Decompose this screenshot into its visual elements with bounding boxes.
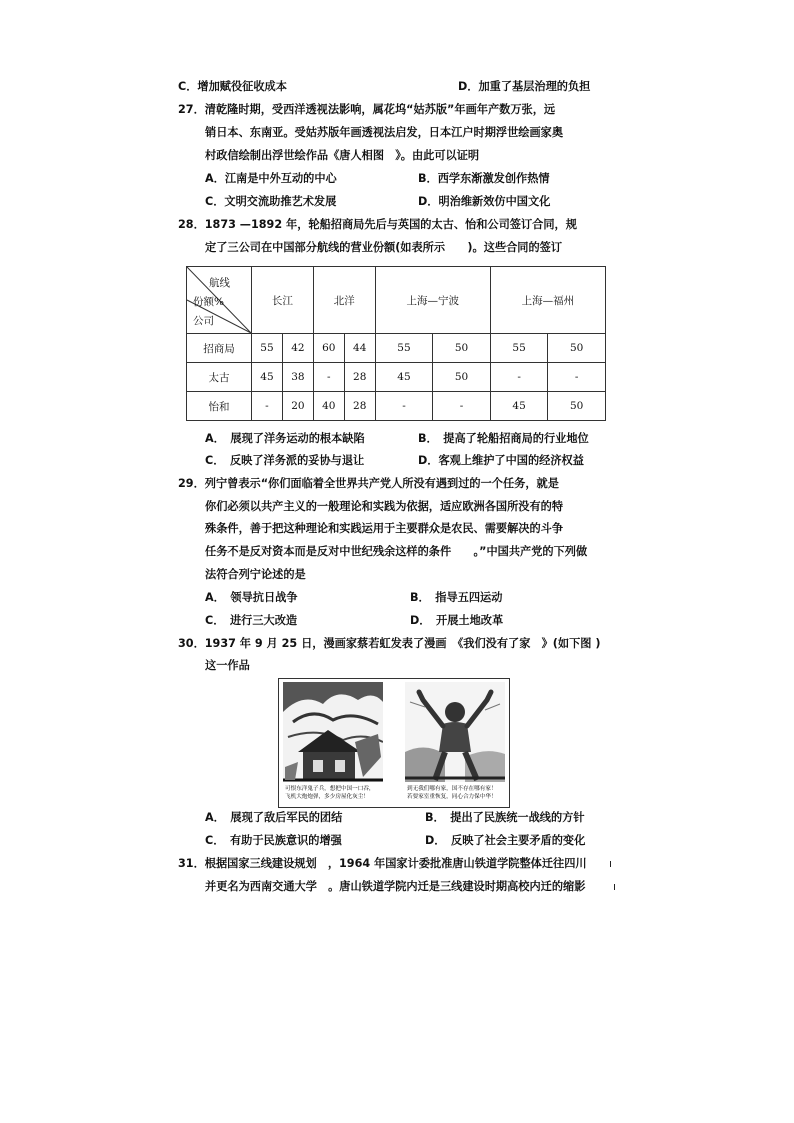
value-cell: 55 bbox=[252, 334, 283, 363]
cartoon-we-have-no-home bbox=[278, 678, 510, 808]
value-cell: 50 bbox=[433, 363, 491, 392]
value-cell: - bbox=[490, 363, 548, 392]
q30-option-d: D． 反映了社会主要矛盾的变化 bbox=[425, 834, 586, 847]
company-cell: 怡和 bbox=[187, 392, 252, 421]
q27-stem-line-3: 村政信绘制出浮世绘作品《唐人相图 》。由此可以证明 bbox=[205, 149, 480, 162]
value-cell: 50 bbox=[433, 334, 491, 363]
q27-stem-line-1: 27．清乾隆时期，受西洋透视法影响，属花坞“姑苏版”年画年产数万张，远 bbox=[178, 103, 556, 116]
cartoon-right-caption-2: 若要家室重恢复，同心合力保中华！ bbox=[407, 794, 497, 800]
company-cell: 太古 bbox=[187, 363, 252, 392]
cartoon-right-panel-raging-man bbox=[405, 682, 505, 782]
q26-option-d: D．加重了基层治理的负担 bbox=[458, 80, 591, 93]
value-cell: - bbox=[375, 392, 433, 421]
q27-stem-line-2: 销日本、东南亚。受姑苏版年画透视法启发，日本江户时期浮世绘画家奥 bbox=[205, 126, 564, 139]
q26-option-c: C．增加赋役征收成本 bbox=[178, 80, 287, 93]
value-cell: 28 bbox=[344, 392, 375, 421]
value-cell: 55 bbox=[375, 334, 433, 363]
q30-stem-line-1: 30．1937 年 9 月 25 日，漫画家蔡若虹发表了漫画 《我们没有了家 》(如下图 ) bbox=[178, 637, 601, 650]
q28-stem-line-2: 定了三公司在中国部分航线的营业份额(如表所示 )。这些合同的签订 bbox=[205, 241, 563, 254]
q29-option-b: B． 指导五四运动 bbox=[410, 591, 503, 604]
value-cell: - bbox=[252, 392, 283, 421]
q30-option-b: B． 提出了民族统一战线的方针 bbox=[425, 811, 585, 824]
q29-stem-line-5: 法符合列宁论述的是 bbox=[205, 568, 306, 581]
value-cell: 55 bbox=[490, 334, 548, 363]
q29-stem-line-3: 殊条件，善于把这种理论和实践运用于主要群众是农民、需要解决的斗争 bbox=[205, 522, 564, 535]
value-cell: 28 bbox=[344, 363, 375, 392]
q29-option-a: A． 领导抗日战争 bbox=[205, 591, 298, 604]
cartoon-left-caption-2: 飞机大炮炮弹，多少房屋化灰尘！ bbox=[285, 794, 369, 800]
margin-tick-mark bbox=[610, 861, 611, 867]
cartoon-left-caption-1: 可恨东洋鬼子兵，想把中国一口吞， bbox=[285, 786, 375, 792]
q27-option-a: A．江南是中外互动的中心 bbox=[205, 172, 337, 185]
route-header-shanghai-ningbo: 上海—宁波 bbox=[375, 267, 490, 334]
value-cell: - bbox=[313, 363, 344, 392]
q27-option-d: D．明治维新效仿中国文化 bbox=[418, 195, 551, 208]
q30-stem-line-2: 这一作品 bbox=[205, 659, 250, 672]
q31-stem-line-1: 31．根据国家三线建设规划 ，1964 年国家计委批准唐山铁道学院整体迁往四川 bbox=[178, 857, 587, 870]
value-cell: 40 bbox=[313, 392, 344, 421]
table-corner-cell bbox=[187, 267, 252, 334]
q28-option-c: C． 反映了洋务派的妥协与退让 bbox=[205, 454, 365, 467]
q27-option-b: B．西学东渐激发创作热情 bbox=[418, 172, 550, 185]
corner-label-route: 航线 bbox=[209, 277, 230, 289]
route-header-changjiang: 长江 bbox=[252, 267, 314, 334]
q29-stem-line-2: 你们必须以共产主义的一般理论和实践为依据，适应欧洲各国所没有的特 bbox=[205, 500, 564, 513]
value-cell: 50 bbox=[548, 392, 606, 421]
q29-option-d: D． 开展土地改革 bbox=[410, 614, 504, 627]
q29-stem-line-1: 29．列宁曾表示“你们面临着全世界共产党人所没有遇到过的一个任务，就是 bbox=[178, 477, 559, 490]
value-cell: 42 bbox=[282, 334, 313, 363]
value-cell: 45 bbox=[375, 363, 433, 392]
q28-option-d: D．客观上维护了中国的经济权益 bbox=[418, 454, 584, 467]
value-cell: 38 bbox=[282, 363, 313, 392]
value-cell: 44 bbox=[344, 334, 375, 363]
cartoon-right-caption-1: 到无我们哪有家，国不存在哪有家！ bbox=[407, 786, 497, 792]
value-cell: 50 bbox=[548, 334, 606, 363]
value-cell: 20 bbox=[282, 392, 313, 421]
value-cell: 60 bbox=[313, 334, 344, 363]
table-row bbox=[187, 392, 606, 421]
q29-stem-line-4: 任务不是反对资本而是反对中世纪残余这样的条件 。”中国共产党的下列做 bbox=[205, 545, 588, 558]
q27-option-c: C．文明交流助推艺术发展 bbox=[205, 195, 337, 208]
company-cell: 招商局 bbox=[187, 334, 252, 363]
corner-label-share: 份额% bbox=[193, 296, 224, 308]
q30-option-c: C． 有助于民族意识的增强 bbox=[205, 834, 342, 847]
margin-tick-mark bbox=[614, 884, 615, 890]
cartoon-left-panel-burning-house bbox=[283, 682, 383, 782]
q28-stem-line-1: 28．1873 —1892 年，轮船招商局先后与英国的太古、怡和公司签订合同，规 bbox=[178, 218, 577, 231]
value-cell: 45 bbox=[252, 363, 283, 392]
q28-option-a: A． 展现了洋务运动的根本缺陷 bbox=[205, 432, 365, 445]
q29-option-c: C． 进行三大改造 bbox=[205, 614, 298, 627]
table-row bbox=[187, 363, 606, 392]
q31-stem-line-2: 并更名为西南交通大学 。唐山铁道学院内迁是三线建设时期高校内迁的缩影 bbox=[205, 880, 586, 893]
shipping-share-table bbox=[186, 266, 606, 421]
table-row bbox=[187, 334, 606, 363]
route-header-beiyang: 北洋 bbox=[313, 267, 375, 334]
value-cell: - bbox=[548, 363, 606, 392]
route-header-shanghai-fuzhou: 上海—福州 bbox=[490, 267, 605, 334]
q28-option-b: B． 提高了轮船招商局的行业地位 bbox=[418, 432, 589, 445]
value-cell: - bbox=[433, 392, 491, 421]
value-cell: 45 bbox=[490, 392, 548, 421]
q30-option-a: A． 展现了敌后军民的团结 bbox=[205, 811, 343, 824]
corner-label-company: 公司 bbox=[193, 315, 214, 327]
